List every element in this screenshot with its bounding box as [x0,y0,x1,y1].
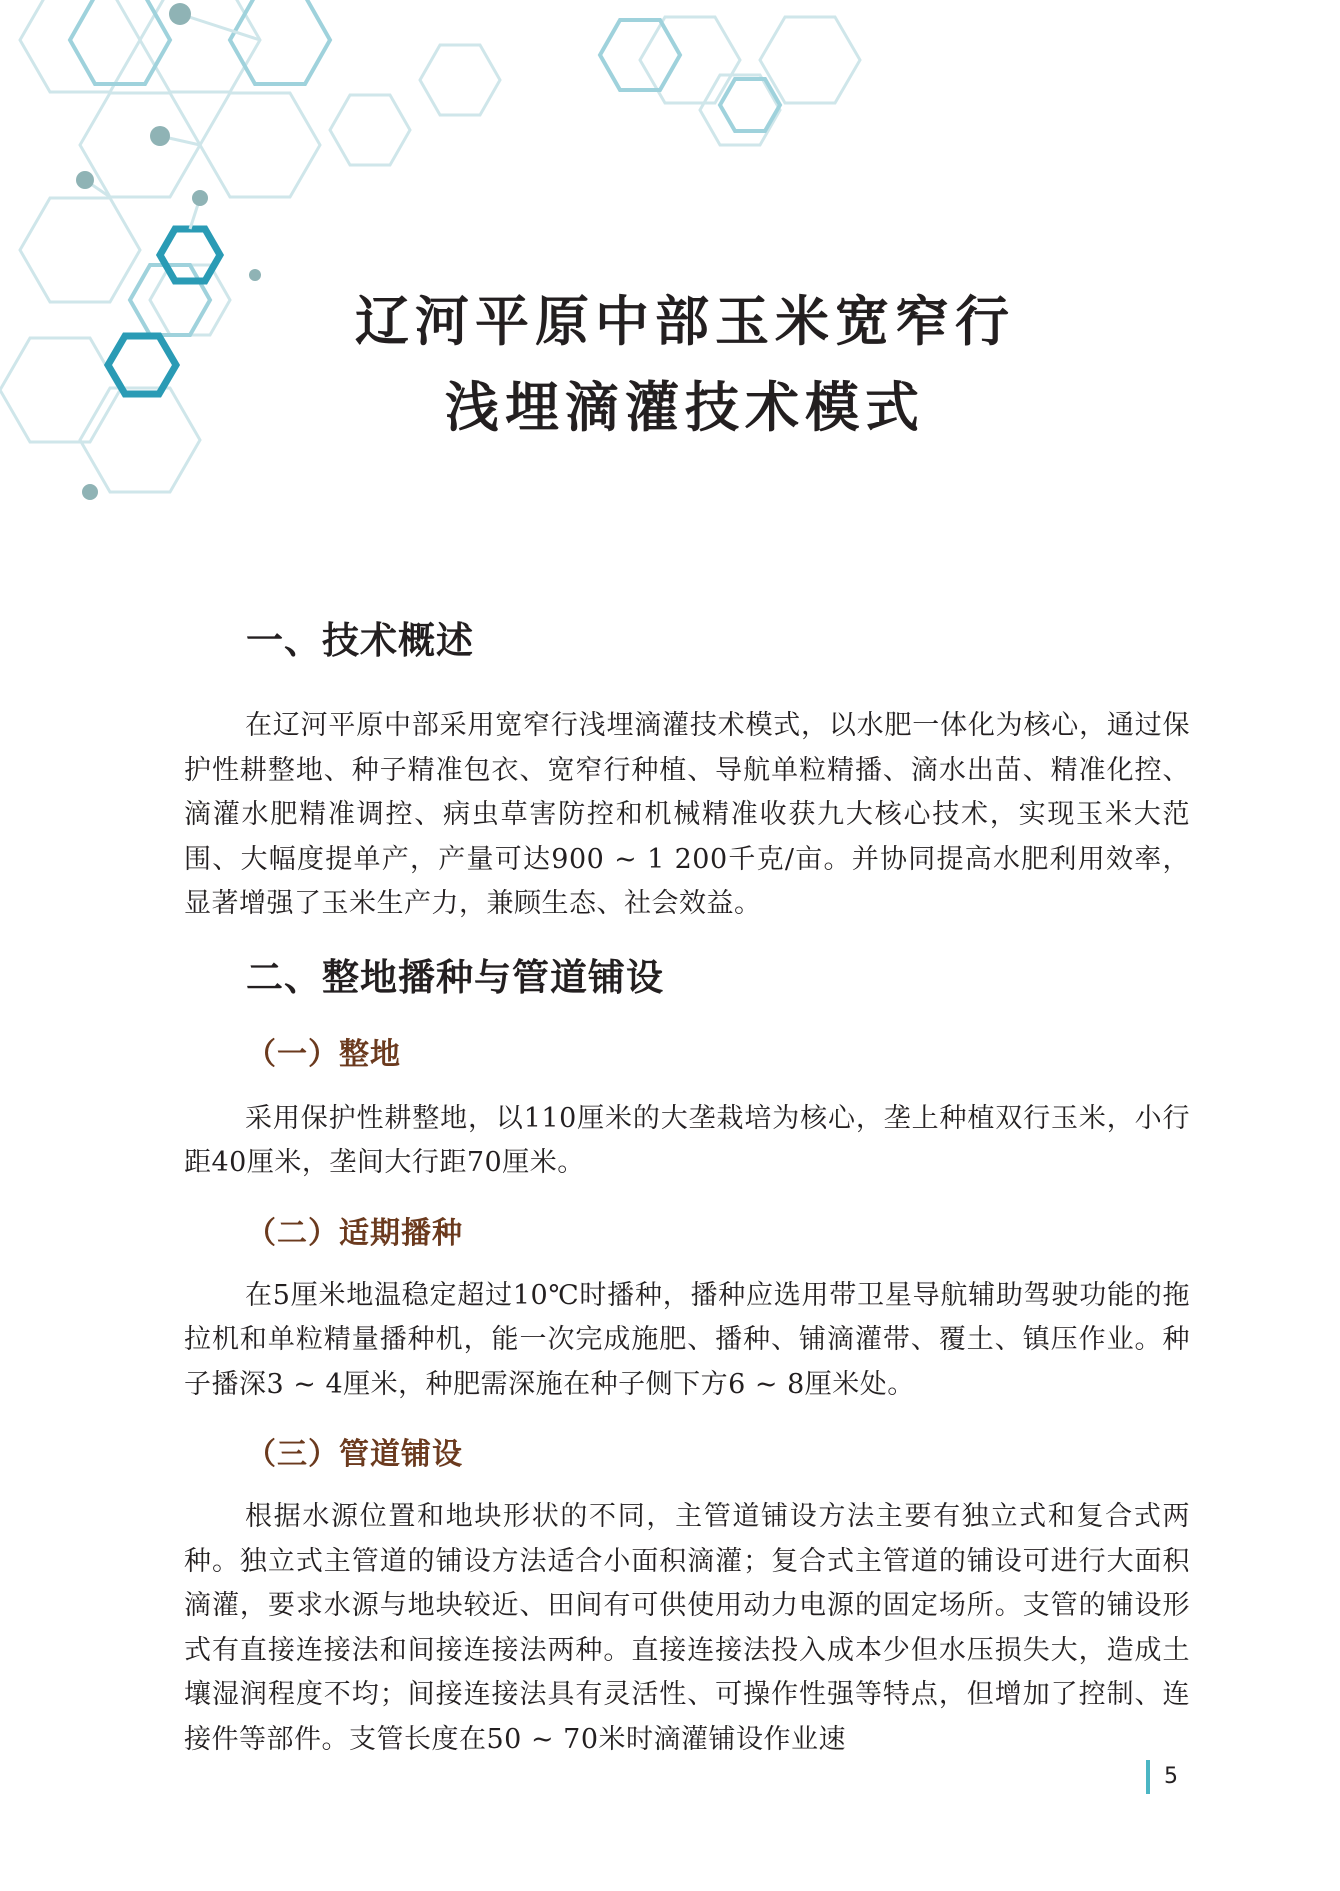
subheading-pipe-laying: （三）管道铺设 [246,1437,463,1472]
overview-paragraph: 在辽河平原中部采用宽窄行浅埋滴灌技术模式，以水肥一体化为核心，通过保护性耕整地、种子精准包衣、宽窄行种植、导航单粒精播、滴水出苗、精准化控、滴灌水肥精准调控、病虫草害防控和机械精准收获九大核心技术，实现玉米大范围、大幅度提单产，产量可达900 ~ 1 200千克/亩。并协同提高水肥利用效率，显著增强了玉米生产力，兼顾生态、社会效益。 [184,710,1190,919]
timely-sowing-paragraph: 在5厘米地温稳定超过10℃时播种，播种应选用带卫星导航辅助驾驶功能的拖拉机和单粒精量播种机，能一次完成施肥、播种、铺滴灌带、覆土、镇压作业。种子播深3 ~ 4厘米，种肥需深施在种子侧下方6 ~ 8厘米处。 [184,1279,1190,1400]
section-heading-overview: 一、技术概述 [246,619,474,662]
section-heading-land-prep: 二、整地播种与管道铺设 [246,955,664,999]
pipe-laying-paragraph: 根据水源位置和地块形状的不同，主管道铺设方法主要有独立式和复合式两种。独立式主管道的铺设方法适合小面积滴灌；复合式主管道的铺设可进行大面积滴灌，要求水源与地块较近、田间有可供使用动力电源的固定场所。支管的铺设形式有直接连接法和间接连接法两种。直接连接法投入成本少但水压损失大，造成土壤湿润程度不均；间接连接法具有灵活性、可操作性强等特点，但增加了控制、连接件等部件。支管长度在50 ~ 70米时滴灌铺设作业速 [184,1501,1190,1755]
title-line-2: 浅埋滴灌技术模式 [445,375,925,439]
main-content [184,598,1190,1762]
page-number: 5 [1146,1760,1178,1794]
page-title [0,278,1340,450]
subheading-land-leveling: （一）整地 [246,1036,401,1072]
title-line-1: 辽河平原中部玉米宽窄行 [355,289,1015,353]
land-leveling-paragraph: 采用保护性耕整地，以110厘米的大垄栽培为核心，垄上种植双行玉米，小行距40厘米，垄间大行距70厘米。 [184,1102,1190,1178]
subheading-timely-sowing: （二）适期播种 [246,1215,463,1251]
